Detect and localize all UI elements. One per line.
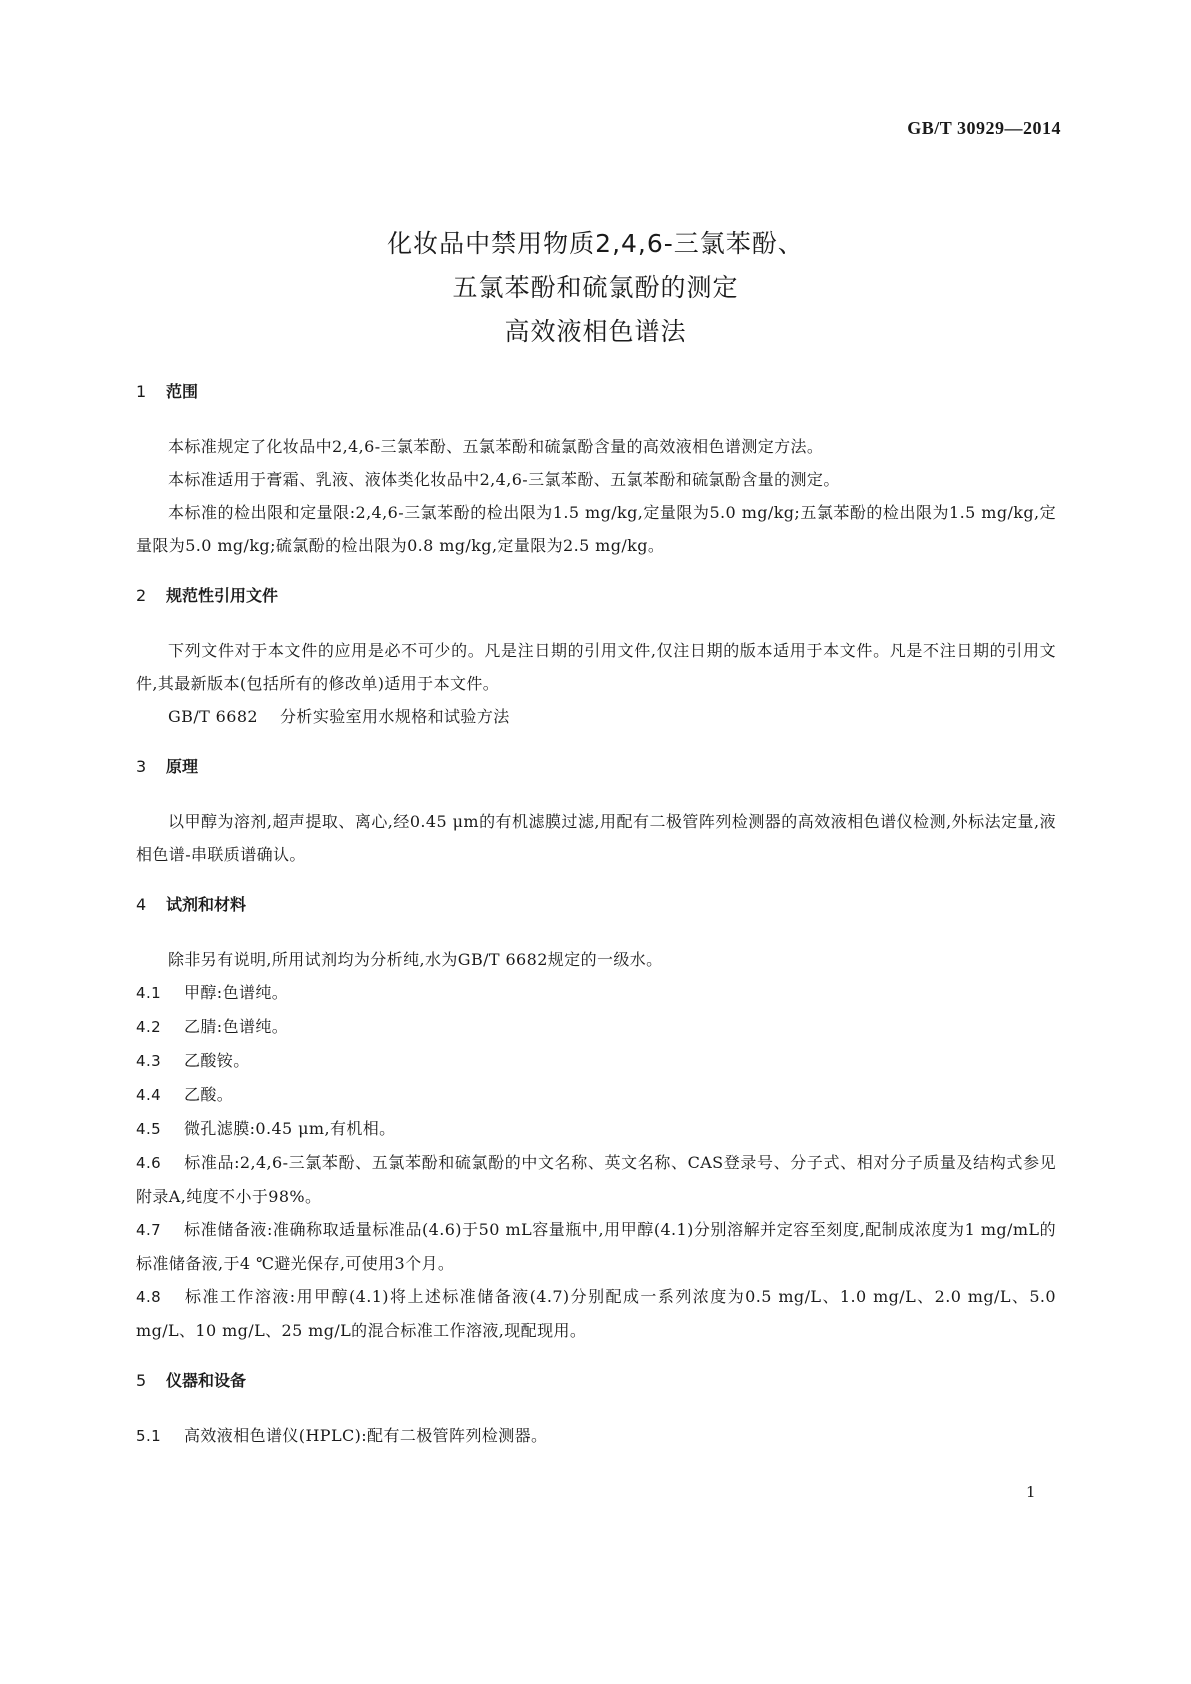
- section-title: 范围: [166, 382, 199, 401]
- list-item: [136, 1010, 1056, 1044]
- item-text: 乙腈:色谱纯。: [184, 1017, 289, 1036]
- reference-code: GB/T 6682: [168, 707, 259, 726]
- section-number: 4: [136, 895, 147, 914]
- item-number: 4.8: [136, 1288, 162, 1306]
- item-number: 4.1: [136, 984, 162, 1002]
- item-number: 4.6: [136, 1154, 162, 1172]
- section-title: 原理: [166, 757, 199, 776]
- paragraph: 本标准适用于膏霜、乳液、液体类化妆品中2,4,6-三氯苯酚、五氯苯酚和硫氯酚含量的测定。: [168, 470, 840, 489]
- item-text: 高效液相色谱仪(HPLC):配有二极管阵列检测器。: [184, 1426, 548, 1445]
- section-number: 2: [136, 586, 147, 605]
- list-item: [136, 1112, 1056, 1146]
- item-number: 5.1: [136, 1427, 162, 1445]
- title-line-3: 高效液相色谱法: [504, 317, 687, 346]
- title-line-2: 五氯苯酚和硫氯酚的测定: [452, 273, 739, 302]
- item-text: 甲醇:色谱纯。: [184, 983, 289, 1002]
- title-line-1: 化妆品中禁用物质2,4,6-三氯苯酚、: [387, 229, 804, 258]
- list-item: [136, 1419, 1056, 1453]
- item-number: 4.7: [136, 1221, 162, 1239]
- paragraph: 以甲醇为溶剂,超声提取、离心,经0.45 μm的有机滤膜过滤,用配有二极管阵列检测器的高效液相色谱仪检测,外标法定量,液相色谱-串联质谱确认。: [136, 812, 1056, 864]
- item-text: 微孔滤膜:0.45 μm,有机相。: [184, 1119, 396, 1138]
- section-2-heading: [136, 584, 1056, 608]
- list-item: [136, 1146, 1056, 1213]
- section-title: 仪器和设备: [166, 1371, 247, 1390]
- standard-code: GB/T 30929—2014: [907, 118, 1061, 138]
- section-4-heading: [136, 893, 1056, 917]
- section-title: 试剂和材料: [166, 895, 247, 914]
- document-title: [0, 222, 1191, 354]
- list-item: [136, 1078, 1056, 1112]
- section-number: 1: [136, 382, 147, 401]
- item-number: 4.3: [136, 1052, 162, 1070]
- section-number: 5: [136, 1371, 147, 1390]
- item-text: 标准储备液:准确称取适量标准品(4.6)于50 mL容量瓶中,用甲醇(4.1)分别溶解并定容至刻度,配制成浓度为1 mg/mL的标准储备液,于4 ℃避光保存,可使用3个月。: [136, 1220, 1056, 1273]
- section-number: 3: [136, 757, 147, 776]
- paragraph: 本标准的检出限和定量限:2,4,6-三氯苯酚的检出限为1.5 mg/kg,定量限为5.0 mg/kg;五氯苯酚的检出限为1.5 mg/kg,定量限为5.0 mg/kg;硫氯酚的检出限为0.8 mg/kg,定量限为2.5 mg/kg。: [136, 503, 1056, 555]
- item-number: 4.5: [136, 1120, 162, 1138]
- reference-title: 分析实验室用水规格和试验方法: [280, 707, 510, 726]
- paragraph: 下列文件对于本文件的应用是必不可少的。凡是注日期的引用文件,仅注日期的版本适用于本文件。凡是不注日期的引用文件,其最新版本(包括所有的修改单)适用于本文件。: [136, 641, 1056, 693]
- list-item: [136, 1213, 1056, 1280]
- list-item: [136, 1044, 1056, 1078]
- section-title: 规范性引用文件: [166, 586, 279, 605]
- item-number: 4.2: [136, 1018, 162, 1036]
- page-number: 1: [1026, 1483, 1036, 1501]
- document-body: [136, 382, 1056, 1453]
- item-text: 乙酸铵。: [184, 1051, 250, 1070]
- item-text: 标准品:2,4,6-三氯苯酚、五氯苯酚和硫氯酚的中文名称、英文名称、CAS登录号、分子式、相对分子质量及结构式参见附录A,纯度不小于98%。: [136, 1153, 1056, 1206]
- normative-reference: [136, 700, 1056, 733]
- item-text: 乙酸。: [184, 1085, 234, 1104]
- section-5-heading: [136, 1369, 1056, 1393]
- section-1-heading: [136, 380, 1056, 404]
- item-text: 标准工作溶液:用甲醇(4.1)将上述标准储备液(4.7)分别配成一系列浓度为0.5 mg/L、1.0 mg/L、2.0 mg/L、5.0 mg/L、10 mg/L、25 mg/L的混合标准工作溶液,现配现用。: [136, 1287, 1056, 1340]
- list-item: [136, 1280, 1056, 1347]
- list-item: [136, 976, 1056, 1010]
- paragraph: 本标准规定了化妆品中2,4,6-三氯苯酚、五氯苯酚和硫氯酚含量的高效液相色谱测定方法。: [168, 437, 824, 456]
- paragraph: 除非另有说明,所用试剂均为分析纯,水为GB/T 6682规定的一级水。: [168, 950, 663, 969]
- item-number: 4.4: [136, 1086, 162, 1104]
- section-3-heading: [136, 755, 1056, 779]
